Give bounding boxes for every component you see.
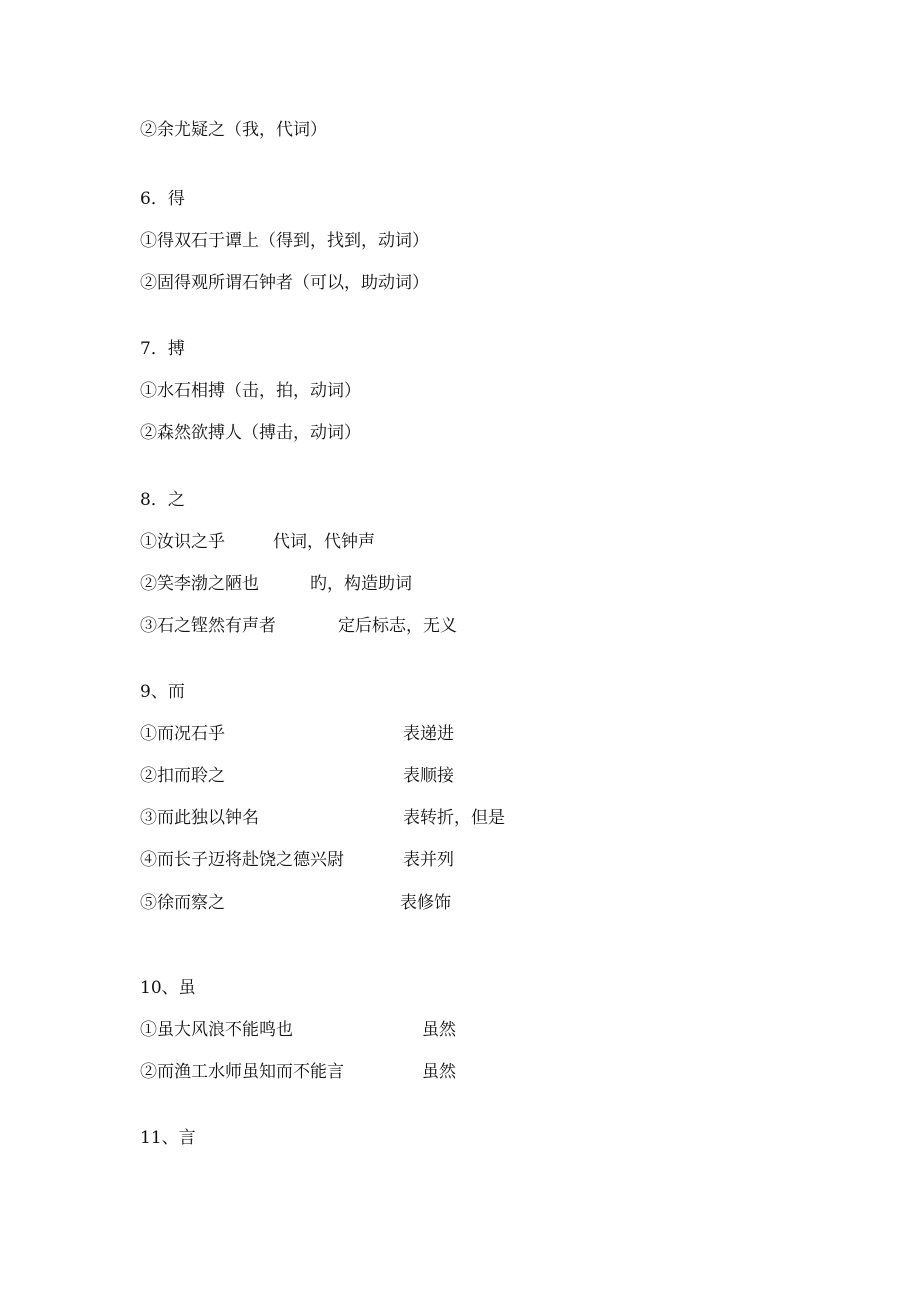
entry-6-example-1: ①得双石于谭上（得到，找到，动词） [140,231,429,251]
entry-6-heading: 6．得 [140,189,185,209]
entry-10-example-2-note: 虽然 [422,1062,456,1082]
entry-9-example-5: ⑤徐而察之 表修饰 [140,893,451,913]
entry-10-heading: 10、虽 [140,978,196,998]
entry-9-example-5-note: 表修饰 [400,893,451,913]
entry-9-example-3-note: 表转折，但是 [403,808,505,828]
entry-8-example-1-note: 代词，代钟声 [273,532,375,552]
entry-8-heading: 8．之 [140,490,185,510]
entry-9-example-4-note: 表并列 [403,850,454,870]
entry-8-example-1: ①汝识之乎 代词，代钟声 [140,532,375,552]
entry-8-example-3: ③石之铿然有声者 定后标志，无义 [140,616,457,636]
entry-9-example-2-note: 表顺接 [403,766,454,786]
entry-10-example-1: ①虽大风浪不能鸣也 虽然 [140,1020,456,1040]
entry-5-example-2: ②余尤疑之（我，代词） [140,120,327,140]
entry-9-example-1-note: 表递进 [403,724,454,744]
entry-8-example-3-note: 定后标志，无义 [338,616,457,636]
entry-7-example-1: ①水石相搏（击，拍，动词） [140,381,361,401]
entry-8-example-2: ②笑李渤之陋也 旳，构造助词 [140,574,412,594]
entry-9-example-4: ④而长子迈将赴饶之德兴尉 表并列 [140,850,454,870]
entry-11-heading: 11、言 [140,1128,196,1148]
entry-9-example-2: ②扣而聆之 表顺接 [140,766,454,786]
entry-9-example-3: ③而此独以钟名 表转折，但是 [140,808,505,828]
entry-10-example-2: ②而渔工水师虽知而不能言 虽然 [140,1062,456,1082]
entry-7-example-2: ②森然欲搏人（搏击，动词） [140,423,361,443]
entry-9-heading: 9、而 [140,682,185,702]
entry-7-heading: 7．搏 [140,339,185,359]
entry-8-example-2-note: 旳，构造助词 [310,574,412,594]
entry-9-example-1: ①而况石乎 表递进 [140,724,454,744]
entry-10-example-1-note: 虽然 [422,1020,456,1040]
entry-6-example-2: ②固得观所谓石钟者（可以，助动词） [140,273,429,293]
